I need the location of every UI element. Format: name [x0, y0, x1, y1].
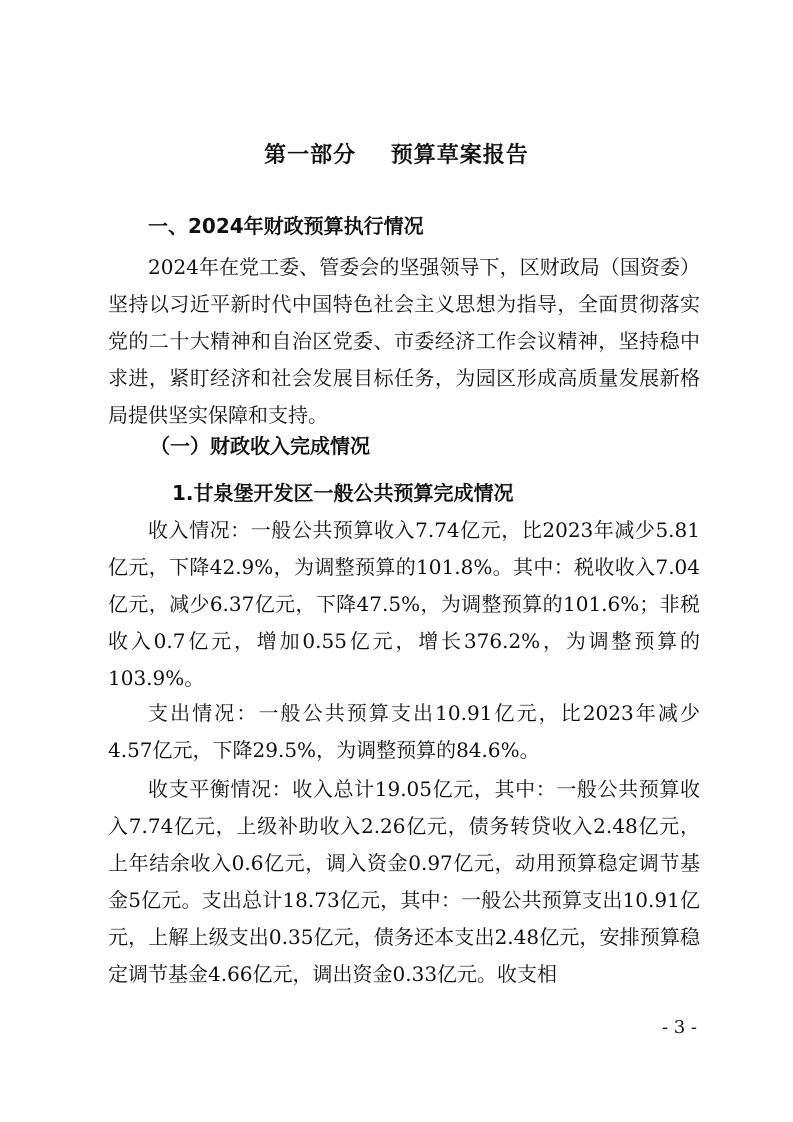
page-number: - 3 -: [661, 1017, 697, 1038]
expenditure-paragraph: 支出情况：一般公共预算支出10.91亿元，比2023年减少4.57亿元，下降29.5%，为调整预算的84.6%。: [108, 701, 700, 762]
sub-subsection-heading: 1.甘泉堡开发区一般公共预算完成情况: [172, 481, 514, 505]
income-paragraph: 收入情况：一般公共预算收入7.74亿元，比2023年减少5.81亿元，下降42.9%，为调整预算的101.8%。其中：税收收入7.04亿元，减少6.37亿元，下降47.5%，为调整预算的101.6%；非税收入0.7亿元，增加0.55亿元，增长376.2%，为调整预算的103.9%。: [108, 518, 700, 690]
intro-paragraph: 2024年在党工委、管委会的坚强领导下，区财政局（国资委）坚持以习近平新时代中国特色社会主义思想为指导，全面贯彻落实党的二十大精神和自治区党委、市委经济工作会议精神，坚持稳中求进，紧盯经济和社会发展目标任务，为园区形成高质量发展新格局提供坚实保障和支持。: [108, 255, 700, 427]
balance-paragraph: 收支平衡情况：收入总计19.05亿元，其中：一般公共预算收入7.74亿元，上级补助收入2.26亿元，债务转贷收入2.48亿元，上年结余收入0.6亿元，调入资金0.97亿元，动用预算稳定调节基金5亿元。支出总计18.73亿元，其中：一般公共预算支出10.91亿元，上解上级支出0.35亿元，债务还本支出2.48亿元，安排预算稳定调节基金4.66亿元，调出资金0.33亿元。收支相: [108, 777, 700, 986]
subsection-heading: （一）财政收入完成情况: [150, 434, 370, 458]
part-title: 第一部分 预算草案报告: [264, 143, 529, 168]
section-heading: 一、2024年财政预算执行情况: [148, 214, 424, 238]
